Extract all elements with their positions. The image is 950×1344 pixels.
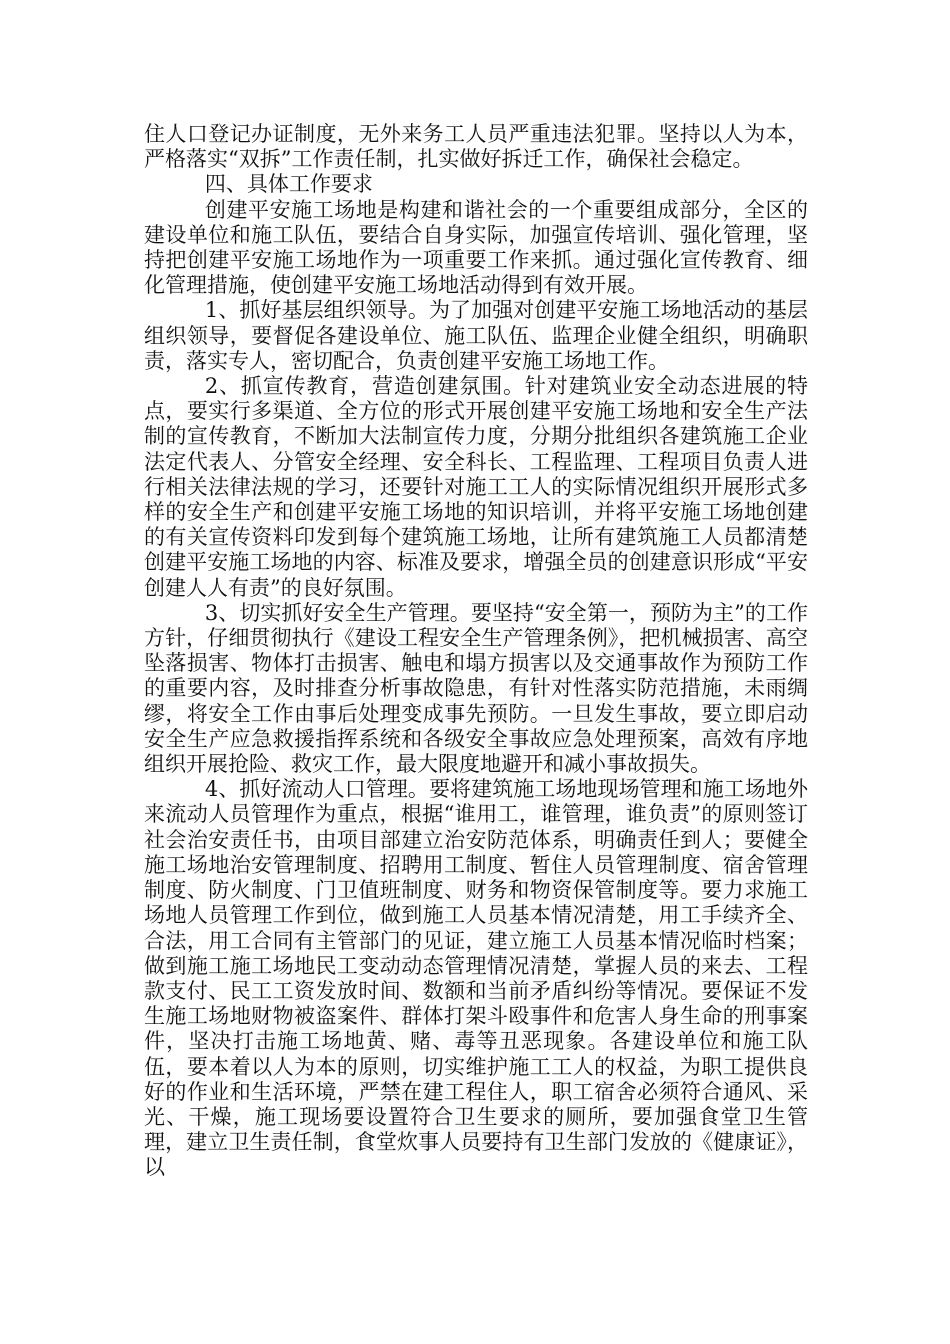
- section-heading: 四、具体工作要求: [204, 172, 373, 197]
- paragraph-item-4: 4、抓好流动人口管理。要将建筑施工场地现场管理和施工场地外来流动人员管理作为重点，根据“谁用工，谁管理，谁负责”的原则签订社会治安责任书，由项目部建立治安防范体系，明确责任到人；要健全施工场地治安管理制度、招聘用工制度、暂住人员管理制度、宿舍管理制度、防火制度、门卫值班制度、财务和物资保管制度等。要力求施工场地人员管理工作到位，做到施工人员基本情况清楚，用工手续齐全、合法，用工合同有主管部门的见证，建立施工人员基本情况临时档案；做到施工施工场地民工变动动态管理情况清楚，掌握人员的来去、工程款支付、民工工资发放时间、数额和当前矛盾纠纷等情况。要保证不发生施工场地财物被盗案件、群体打架斗殴事件和危害人身生命的刑事案件，坚决打击施工场地黄、赌、毒等丑恶现象。各建设单位和施工队伍，要本着以人为本的原则，切实维护施工工人的权益，为职工提供良好的作业和生活环境，严禁在建工程住人，职工宿舍必须符合通风、采光、干燥，施工现场要设置符合卫生要求的厕所，要加强食堂卫生管理，建立卫生责任制，食堂炊事人员要持有卫生部门发放的《健康证》，以: [144, 777, 808, 1180]
- paragraph-item-1: 1、抓好基层组织领导。为了加强对创建平安施工场地活动的基层组织领导，要督促各建设单位、施工队伍、监理企业健全组织，明确职责，落实专人，密切配合，负责创建平安施工场地工作。: [144, 298, 808, 373]
- paragraph-item-3: 3、切实抓好安全生产管理。要坚持“安全第一，预防为主”的工作方针，仔细贯彻执行《建设工程安全生产管理条例》，把机械损害、高空坠落损害、物体打击损害、触电和塌方损害以及交通事故作为预防工作的重要内容，及时排查分析事故隐患，有针对性落实防范措施，未雨绸缪，将安全工作由事后处理变成事先预防。一旦发生事故，要立即启动安全生产应急救援指挥系统和各级安全事故应急处理预案，高效有序地组织开展抢险、救灾工作，最大限度地避开和减小事故损失。: [144, 600, 808, 777]
- paragraph-intro: 创建平安施工场地是构建和谐社会的一个重要组成部分，全区的建设单位和施工队伍，要结合自身实际，加强宣传培训、强化管理，坚持把创建平安施工场地作为一项重要工作来抓。通过强化宣传教育、细化管理措施，使创建平安施工场地活动得到有效开展。: [144, 197, 808, 298]
- paragraph-item-2: 2、抓宣传教育，营造创建氛围。针对建筑业安全动态进展的特点，要实行多渠道、全方位的形式开展创建平安施工场地和安全生产法制的宣传教育，不断加大法制宣传力度，分期分批组织各建筑施工企业法定代表人、分管安全经理、安全科长、工程监理、工程项目负责人进行相关法律法规的学习，还要针对施工工人的实际情况组织开展形式多样的安全生产和创建平安施工场地的知识培训，并将平安施工场地创建的有关宣传资料印发到每个建筑施工场地，让所有建筑施工人员都清楚创建平安施工场地的内容、标准及要求，增强全员的创建意识形成“平安创建人人有责”的良好氛围。: [144, 374, 808, 600]
- paragraph-continuation: 住人口登记办证制度，无外来务工人员严重违法犯罪。坚持以人为本，严格落实“双拆”工作责任制，扎实做好拆迁工作，确保社会稳定。: [144, 122, 808, 172]
- document-body: [144, 122, 808, 1181]
